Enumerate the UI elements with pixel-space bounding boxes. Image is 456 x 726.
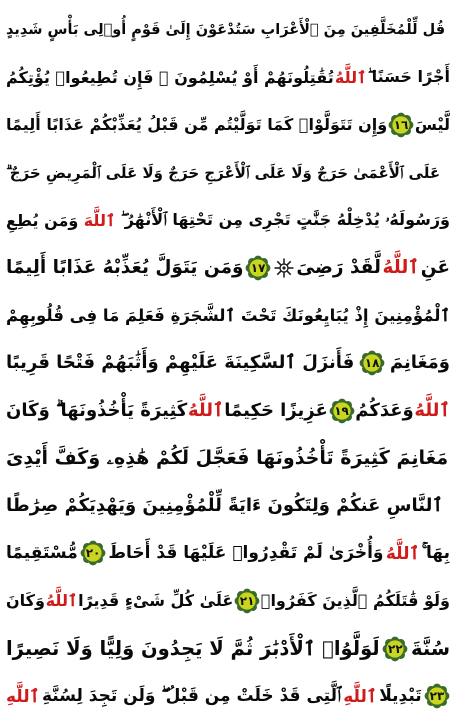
verse-line <box>6 625 450 673</box>
ayah-number: ٢٠ <box>85 546 101 561</box>
verse-line <box>6 434 450 482</box>
divine-name-text: ٱللَّهُ <box>382 257 420 279</box>
verse-line <box>6 339 450 387</box>
verse-text: وَأُخْرَىٰ لَمْ تَقْدِرُوا۟ عَلَيْهَا قَدْ أَحَاطَ <box>108 543 384 564</box>
verse-line <box>6 54 450 102</box>
divine-name-text: ٱللَّهُ <box>414 400 450 422</box>
verse-text: وَمَن يُطِعِ <box>6 210 79 230</box>
verse-text: عَزِيزًا حَكِيمًا <box>224 400 328 422</box>
verse-text: قُل لِّلْمُخَلَّفِينَ مِنَ ٱلْأَعْرَابِ سَتُدْعَوْنَ إِلَىٰ قَوْمٍ أُو۟لِى بَأْسٍ شَدِيدٍ <box>6 21 446 38</box>
ayah-end-marker-icon <box>245 255 271 281</box>
verse-line <box>6 101 450 149</box>
verse-text: تَبْدِيلًا <box>379 686 422 707</box>
verse-line <box>6 482 450 530</box>
divine-name-text: ٱللَّهِ <box>343 686 377 707</box>
verse-text: ٱلْمُؤْمِنِينَ إِذْ يُبَايِعُونَكَ تَحْتَ ٱلشَّجَرَةِ فَعَلِمَ مَا فِى قُلُوبِهِمْ <box>6 305 450 325</box>
verse-text: لَّيْسَ <box>414 115 450 135</box>
verse-text: عَلَىٰ كُلِّ شَىْءٍ قَدِيرًا <box>78 591 234 611</box>
ayah-number: ١٧ <box>250 260 266 275</box>
verse-text: عَلَى ٱلْأَعْمَىٰ حَرَجٌ وَلَا عَلَى ٱلْأَعْرَجِ حَرَجٌ وَلَا عَلَى ٱلْمَرِيضِ حَرَجٌ ۗ <box>6 163 441 182</box>
verse-line <box>6 577 450 625</box>
ayah-end-marker-icon <box>382 636 408 662</box>
divine-name-text: ٱللَّهُ <box>45 591 78 611</box>
verse-line <box>6 196 450 244</box>
verse-text: وَمَن يَتَوَلَّ يُعَذِّبْهُ عَذَابًا أَلِيمًا <box>6 257 244 279</box>
verse-line <box>6 530 450 578</box>
verse-text: أَجْرًا حَسَنًا ۖ <box>367 67 450 87</box>
ayah-end-marker-icon <box>234 588 260 614</box>
verse-text: فَأَنزَلَ ٱلسَّكِينَةَ عَلَيْهِمْ وَأَثَٰبَهُمْ فَتْحًا قَرِيبًا <box>6 352 355 374</box>
verse-line <box>6 6 450 54</box>
verse-line <box>6 244 450 292</box>
ayah-end-marker-icon <box>388 112 414 138</box>
ayah-end-marker-icon <box>80 540 106 566</box>
ayah-number: ١٨ <box>364 355 380 370</box>
verse-text: وَمَغَانِمَ <box>389 352 450 374</box>
verse-text: سُنَّةَ <box>411 637 450 661</box>
ayah-end-marker-icon <box>359 350 385 376</box>
ayah-number: ٢٢ <box>388 641 403 656</box>
divine-name-text: ٱللَّهُ <box>188 400 224 422</box>
verse-text: كَثِيرَةً يَأْخُذُونَهَا ۗ وَكَانَ <box>6 400 188 422</box>
verse-line <box>6 292 450 340</box>
verse-text: مُّسْتَقِيمًا <box>6 543 78 564</box>
verse-text: وَعَدَكُمُ <box>355 400 414 422</box>
verse-text: ٱلنَّاسِ عَنكُمْ وَلِتَكُونَ ءَايَةً لِّلْمُؤْمِنِينَ وَيَهْدِيَكُمْ صِرَٰطًا <box>6 495 443 517</box>
divine-name-text: ٱللَّهَ <box>83 210 116 230</box>
ayah-number: ٢٣ <box>429 689 445 704</box>
ayah-number: ١٦ <box>393 117 409 132</box>
verse-line <box>6 149 450 197</box>
verse-text: وَرَسُولَهُۥ يُدْخِلْهُ جَنَّٰتٍ تَجْرِى مِن تَحْتِهَا ٱلْأَنْهَٰرُ ۖ <box>120 210 450 230</box>
verse-text: وَإِن تَتَوَلَّوْا۟ كَمَا تَوَلَّيْتُم مِّن قَبْلُ يُعَذِّبْكُمْ عَذَابًا أَلِيمًا <box>6 115 388 135</box>
ayah-number: ٢١ <box>239 593 255 608</box>
ayah-end-marker-icon <box>424 683 450 709</box>
verse-text: لَّقَدْ رَضِىَ <box>296 257 381 279</box>
verse-text: وَكَانَ <box>6 591 45 611</box>
verse-text: تُقَٰتِلُونَهُمْ أَوْ يُسْلِمُونَ ۖ فَإِن تُطِيعُوا۟ يُؤْتِكُمُ <box>6 67 334 87</box>
verse-text: لَوَلَّوُا۟ ٱلْأَدْبَٰرَ ثُمَّ لَا يَجِدُونَ وَلِيًّا وَلَا نَصِيرًا <box>6 637 380 661</box>
verse-line <box>6 387 450 435</box>
verse-line <box>6 672 450 720</box>
verse-text: وَلَوْ قَٰتَلَكُمُ ٱلَّذِينَ كَفَرُوا۟ <box>260 591 450 611</box>
verse-text: بِهَا ۚ <box>421 543 450 564</box>
divine-name-text: ٱللَّهُ <box>385 543 420 564</box>
sajda-star-icon <box>273 257 295 279</box>
ayah-end-marker-icon <box>329 398 355 424</box>
verse-text: مَغَانِمَ كَثِيرَةً تَأْخُذُونَهَا فَعَجَّلَ لَكُمْ هَٰذِهِۦ وَكَفَّ أَيْدِىَ <box>6 447 449 470</box>
ayah-number: ١٩ <box>334 403 349 418</box>
divine-name-text: ٱللَّهِ <box>6 686 40 707</box>
verse-text: ٱلَّتِى قَدْ خَلَتْ مِن قَبْلُ ۖ وَلَن تَجِدَ لِسُنَّةِ <box>41 686 341 707</box>
verse-text: عَنِ <box>420 257 450 279</box>
divine-name-text: ٱللَّهُ <box>334 67 367 87</box>
